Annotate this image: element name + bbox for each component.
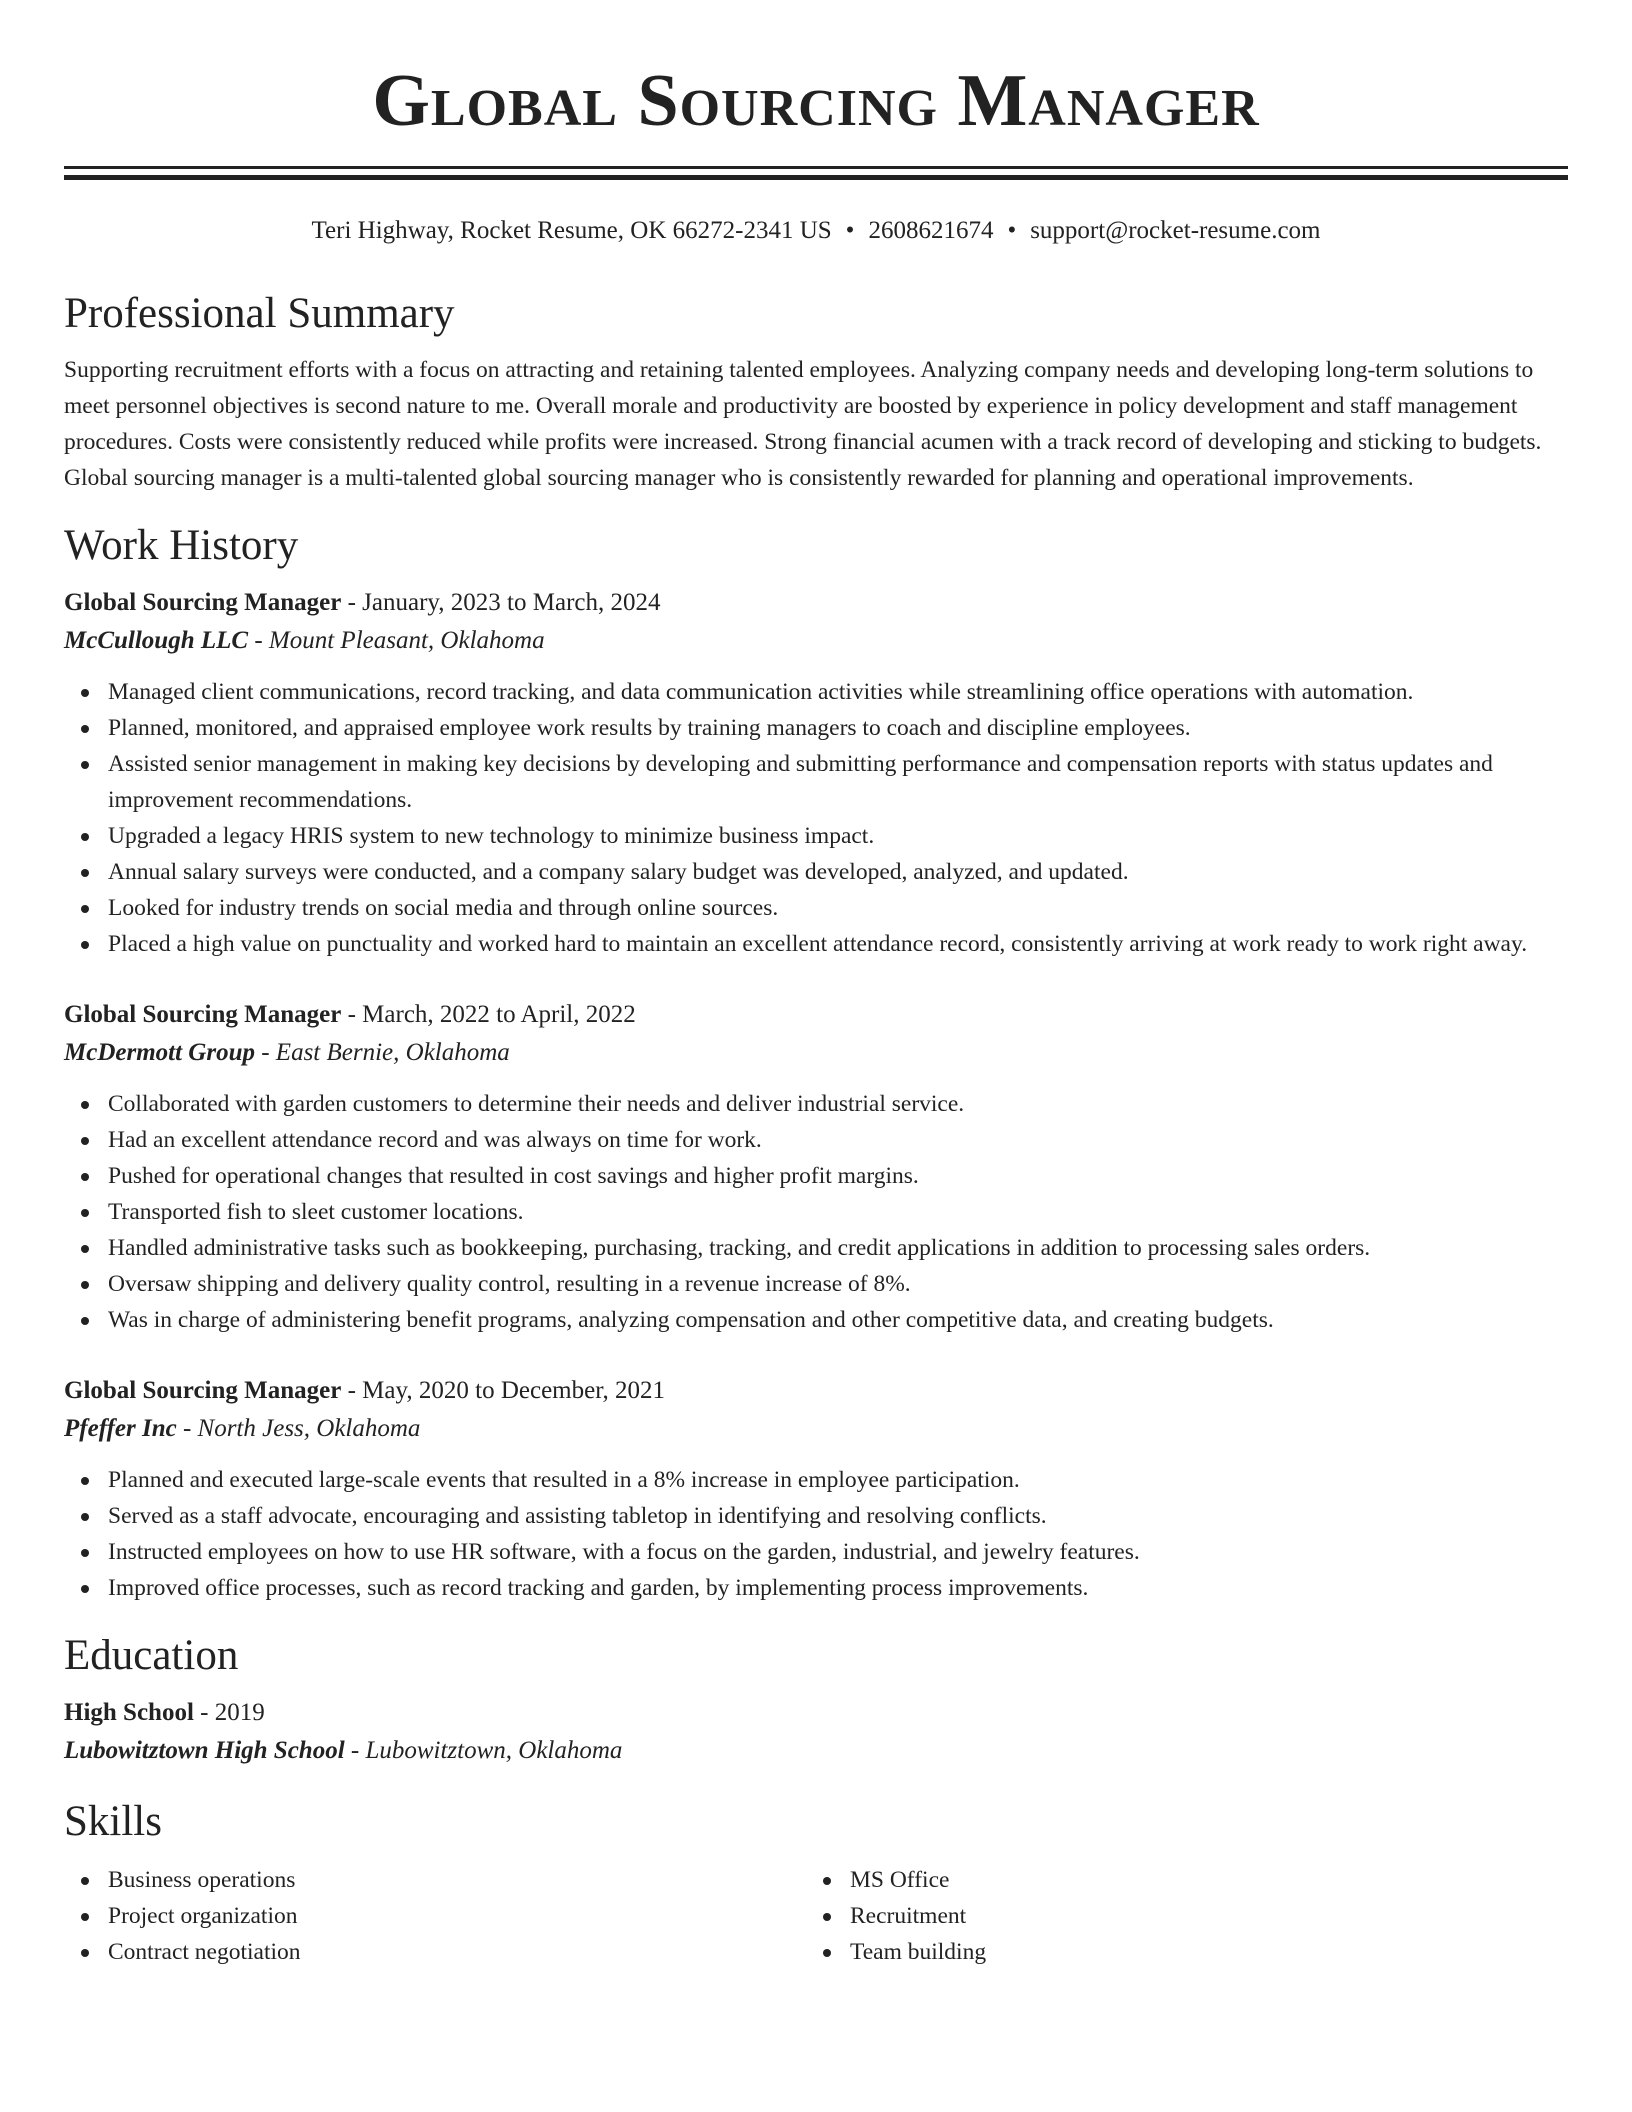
school-location: - Lubowitztown, Oklahoma: [344, 1737, 623, 1764]
list-item: Pushed for operational changes that resulted in cost savings and higher profit margins.: [64, 1158, 1568, 1194]
job-dates: - May, 2020 to December, 2021: [341, 1377, 666, 1404]
job-title-line: [64, 1372, 1568, 1410]
list-item: Handled administrative tasks such as bookkeeping, purchasing, tracking, and credit applications in addition to processing sales orders.: [64, 1230, 1568, 1266]
company-name: McDermott Group: [64, 1039, 255, 1066]
list-item: Planned and executed large-scale events that resulted in a 8% increase in employee participation.: [64, 1462, 1568, 1498]
job-bullets: [64, 1086, 1568, 1338]
list-item: Was in charge of administering benefit programs, analyzing compensation and other competitive data, and creating budgets.: [64, 1302, 1568, 1338]
title-double-rule: [64, 166, 1568, 180]
company-location: - East Bernie, Oklahoma: [254, 1039, 510, 1066]
skills-column-right: [806, 1862, 1548, 1970]
skill-item: Business operations: [64, 1862, 806, 1898]
work-history-heading: Work History: [64, 522, 299, 569]
school-line: [64, 1732, 1568, 1770]
skill-item: Recruitment: [806, 1898, 1548, 1934]
contact-separator: •: [1007, 217, 1017, 244]
list-item: Oversaw shipping and delivery quality control, resulting in a revenue increase of 8%.: [64, 1266, 1568, 1302]
skill-item: Contract negotiation: [64, 1934, 806, 1970]
job-entry: [64, 584, 1568, 962]
company-line: [64, 622, 1568, 660]
skills-list: [64, 1862, 806, 1970]
summary-heading: Professional Summary: [64, 290, 455, 337]
company-location: - North Jess, Oklahoma: [176, 1415, 421, 1442]
list-item: Annual salary surveys were conducted, and a company salary budget was developed, analyzed, and updated.: [64, 854, 1568, 890]
company-name: McCullough LLC: [64, 627, 249, 654]
list-item: Placed a high value on punctuality and worked hard to maintain an excellent attendance record, consistently arriving at work ready to work right away.: [64, 926, 1568, 962]
company-line: [64, 1410, 1568, 1448]
list-item: Had an excellent attendance record and was always on time for work.: [64, 1122, 1568, 1158]
job-entry: [64, 996, 1568, 1338]
list-item: Transported fish to sleet customer locations.: [64, 1194, 1568, 1230]
education-entry: [64, 1694, 1568, 1770]
skill-item: MS Office: [806, 1862, 1548, 1898]
contact-line: [64, 214, 1568, 248]
list-item: Improved office processes, such as record tracking and garden, by implementing process improvements.: [64, 1570, 1568, 1606]
contact-phone: 2608621674: [868, 217, 994, 244]
skills-heading: Skills: [64, 1798, 162, 1845]
education-heading: Education: [64, 1632, 239, 1679]
list-item: Upgraded a legacy HRIS system to new technology to minimize business impact.: [64, 818, 1568, 854]
contact-email: support@rocket-resume.com: [1030, 217, 1321, 244]
school-name: Lubowitztown High School: [64, 1737, 345, 1764]
job-dates: - March, 2022 to April, 2022: [341, 1001, 636, 1028]
job-title-line: [64, 996, 1568, 1034]
job-title: Global Sourcing Manager: [64, 589, 342, 616]
degree-line: [64, 1694, 1568, 1732]
skill-item: Team building: [806, 1934, 1548, 1970]
job-entry: [64, 1372, 1568, 1606]
skills-grid: [64, 1862, 1568, 1970]
resume-title: Global Sourcing Manager: [372, 60, 1260, 142]
job-title: Global Sourcing Manager: [64, 1377, 342, 1404]
job-dates: - January, 2023 to March, 2024: [341, 589, 661, 616]
list-item: Managed client communications, record tracking, and data communication activities while streamlining office operations with automation.: [64, 674, 1568, 710]
list-item: Instructed employees on how to use HR software, with a focus on the garden, industrial, and jewelry features.: [64, 1534, 1568, 1570]
skill-item: Project organization: [64, 1898, 806, 1934]
list-item: Served as a staff advocate, encouraging and assisting tabletop in identifying and resolving conflicts.: [64, 1498, 1568, 1534]
list-item: Looked for industry trends on social media and through online sources.: [64, 890, 1568, 926]
list-item: Collaborated with garden customers to determine their needs and deliver industrial service.: [64, 1086, 1568, 1122]
company-location: - Mount Pleasant, Oklahoma: [248, 627, 545, 654]
contact-separator: •: [845, 217, 855, 244]
company-name: Pfeffer Inc: [64, 1415, 177, 1442]
company-line: [64, 1034, 1568, 1072]
degree: High School: [64, 1699, 194, 1726]
summary-text: Supporting recruitment efforts with a focus on attracting and retaining talented employees. Analyzing company needs and developing long-term solutions to meet personnel objectives is second nature to me. Overall morale and productivity are boosted by experience in policy development and staff management procedures. Costs were consistently reduced while profits were increased. Strong financial acumen with a track record of developing and sticking to budgets. Global sourcing manager is a multi-talented global sourcing manager who is consistently rewarded for planning and operational improvements.: [64, 357, 1542, 491]
job-bullets: [64, 674, 1568, 962]
list-item: Assisted senior management in making key decisions by developing and submitting performance and compensation reports with status updates and improvement recommendations.: [64, 746, 1568, 818]
rule-thick: [64, 175, 1568, 180]
contact-address: Teri Highway, Rocket Resume, OK 66272-2341 US: [311, 217, 832, 244]
job-title-line: [64, 584, 1568, 622]
job-title: Global Sourcing Manager: [64, 1001, 342, 1028]
job-bullets: [64, 1462, 1568, 1606]
graduation-year: - 2019: [193, 1699, 265, 1726]
skills-column-left: [64, 1862, 806, 1970]
skills-list: [806, 1862, 1548, 1970]
list-item: Planned, monitored, and appraised employee work results by training managers to coach and discipline employees.: [64, 710, 1568, 746]
